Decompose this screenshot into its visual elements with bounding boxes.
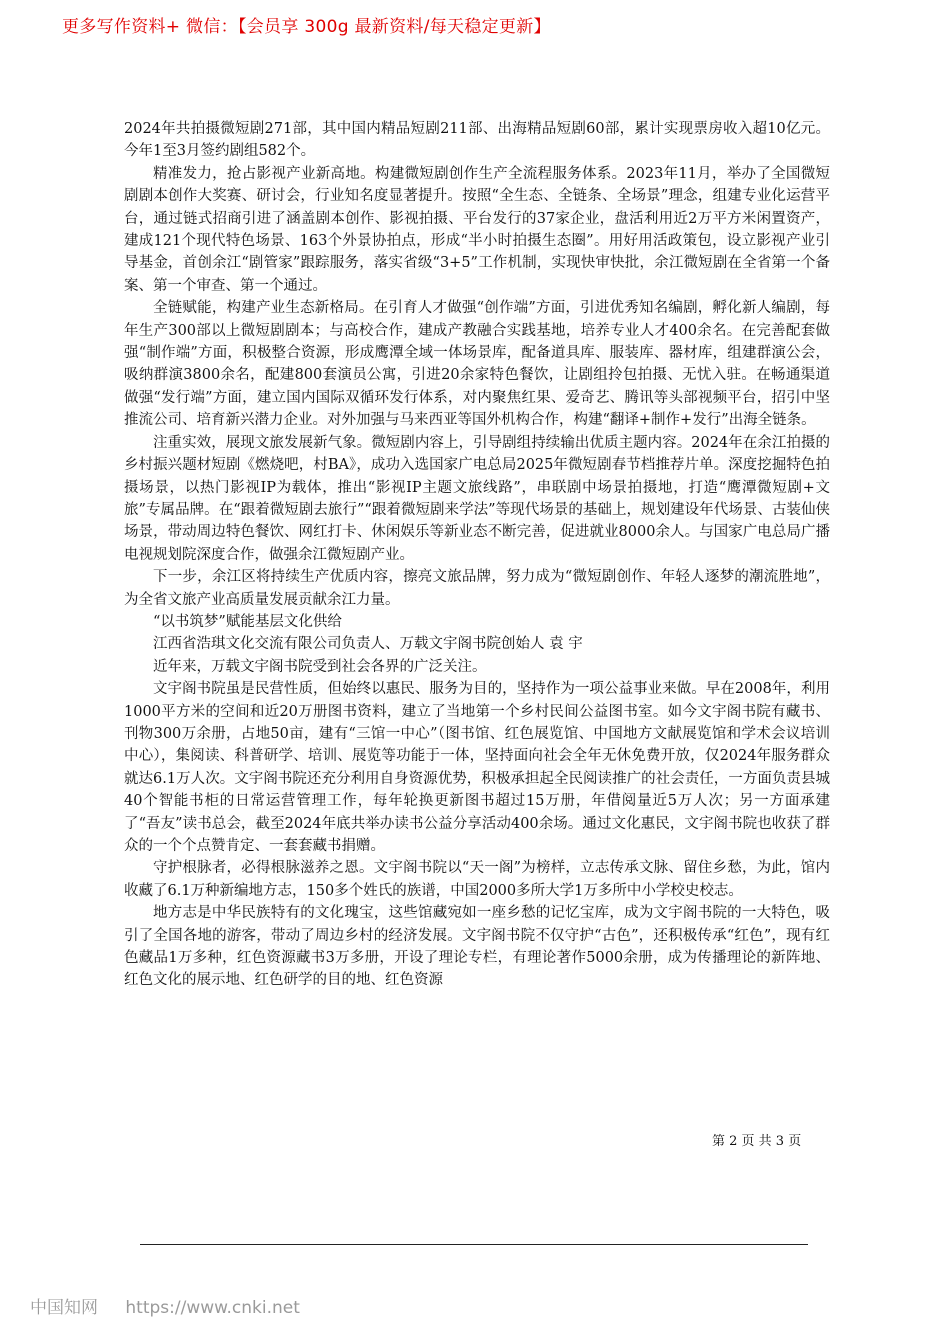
paragraph: 精准发力，抢占影视产业新高地。构建微短剧创作生产全流程服务体系。2023年11月，举办了全国微短剧剧本创作大奖赛、研讨会，行业知名度显著提升。按照“全生态、全链条、全场景”理念，组建专业化运营平台，通过链式招商引进了涵盖剧本创作、影视拍摄、平台发行的37家企业，盘活利用近2万平方米闲置资产，建成121个现代特色场景、163个外景协拍点，形成“半小时拍摄生态圈”。用好用活政策包，设立影视产业引导基金，首创余江“剧管家”跟踪服务，落实省级“3+5”工作机制，实现快审快批，余江微短剧在全省第一个备案、第一个审查、第一个通过。 <box>124 165 830 294</box>
cnki-watermark <box>30 1293 300 1318</box>
promo-banner: 更多写作资料+ 微信：【会员享 300g 最新资料/每天稳定更新】 <box>62 17 551 37</box>
article-author: 江西省浩琪文化交流有限公司负责人、万载文宇阁书院创始人 袁 宇 <box>153 636 583 653</box>
footer-divider <box>140 1244 808 1245</box>
document-body <box>124 118 830 992</box>
paragraph: 下一步，余江区将持续生产优质内容，擦亮文旅品牌，努力成为“微短剧创作、年轻人逐梦的潮流胜地”，为全省文旅产业高质量发展贡献余江力量。 <box>124 569 830 608</box>
paragraph: 注重实效，展现文旅发展新气象。微短剧内容上，引导剧组持续输出优质主题内容。2024年在余江拍摄的乡村振兴题材短剧《燃烧吧，村BA》，成功入选国家广电总局2025年微短剧春节档推荐片单。深度挖掘特色拍摄场景，以热门影视IP为载体，推出“影视IP主题文旅线路”，串联剧中场景拍摄地，打造“鹰潭微短剧+文旅”专属品牌。在“跟着微短剧去旅行”“跟着微短剧来学法”等现代场景的基础上，规划建设年代场景、古装仙侠场景，带动周边特色餐饮、网红打卡、休闲娱乐等新业态不断完善，促进就业8000余人。与国家广电总局广播电视规划院深度合作，做强余江微短剧产业。 <box>124 434 830 563</box>
paragraph: 全链赋能，构建产业生态新格局。在引育人才做强“创作端”方面，引进优秀知名编剧，孵化新人编剧，每年生产300部以上微短剧剧本；与高校合作，建成产教融合实践基地，培养专业人才400余名。在完善配套做强“制作端”方面，积极整合资源，形成鹰潭全域一体场景库，配备道具库、服装库、器材库，组建群演公会，吸纳群演3800余名，配建800套演员公寓，引进20余家特色餐饮，让剧组拎包拍摄、无忧入驻。在畅通渠道做强“发行端”方面，建立国内国际双循环发行体系，对内聚焦红果、爱奇艺、腾讯等头部视频平台，招引中坚推流公司、培育新兴潜力企业。对外加强与马来西亚等国外机构合作，构建“翻译+制作+发行”出海全链条。 <box>124 300 830 429</box>
paragraph: 文宇阁书院虽是民营性质，但始终以惠民、服务为目的，坚持作为一项公益事业来做。早在2008年，利用1000平方米的空间和近20万册图书资料，建立了当地第一个乡村民间公益图书室。如今文宇阁书院有藏书、刊物300万余册，占地50亩，建有“三馆一中心”（图书馆、红色展览馆、中国地方文献展览馆和学术会议培训中心），集阅读、科普研学、培训、展览等功能于一体，坚持面向社会全年无休免费开放，仅2024年服务群众就达6.1万人次。文宇阁书院还充分利用自身资源优势，积极承担起全民阅读推广的社会责任，一方面负责县城40个智能书柜的日常运营管理工作，每年轮换更新图书超过15万册，年借阅量近5万人次；另一方面承建了“吾友”读书总会，截至2024年底共举办读书公益分享活动400余场。通过文化惠民，文宇阁书院也收获了群众的一个个点赞肯定、一套套藏书捐赠。 <box>124 681 830 854</box>
paragraph: 守护根脉者，必得根脉滋养之恩。文宇阁书院以“天一阁”为榜样，立志传承文脉、留住乡愁，为此，馆内收藏了6.1万种新编地方志，150多个姓氏的族谱，中国2000多所大学1万多所中小学校史校志。 <box>124 860 830 899</box>
paragraph: 2024年共拍摄微短剧271部，其中国内精品短剧211部、出海精品短剧60部，累计实现票房收入超10亿元。今年1至3月签约剧组582个。 <box>124 121 830 160</box>
page-number: 第 2 页 共 3 页 <box>712 1134 802 1149</box>
article-title: “以书筑梦”赋能基层文化供给 <box>153 613 342 630</box>
paragraph: 近年来，万载文宇阁书院受到社会各界的广泛关注。 <box>153 658 487 675</box>
watermark-brand: 中国知网 <box>30 1298 98 1318</box>
watermark-url: https://www.cnki.net <box>125 1298 300 1318</box>
paragraph: 地方志是中华民族特有的文化瑰宝，这些馆藏宛如一座乡愁的记忆宝库，成为文宇阁书院的一大特色，吸引了全国各地的游客，带动了周边乡村的经济发展。文宇阁书院不仅守护“古色”，还积极传承“红色”，现有红色藏品1万多种，红色资源藏书3万多册，开设了理论专栏，有理论著作5000余册，成为传播理论的新阵地、红色文化的展示地、红色研学的目的地、红色资源 <box>124 905 830 989</box>
